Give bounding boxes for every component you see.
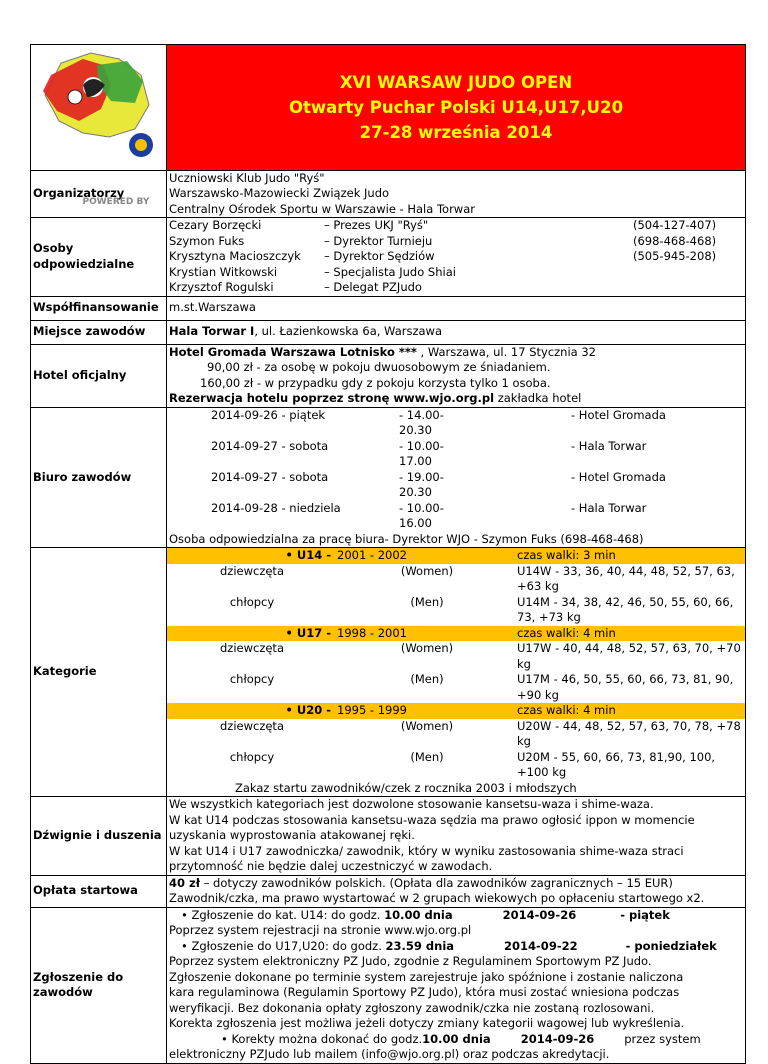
powered-by: POWERED BY	[82, 196, 150, 207]
person-name: Krzysztof Rogulski	[169, 280, 274, 294]
office-time: - 14.00-20.30	[399, 407, 444, 437]
office-time: - 10.00-16.00	[399, 500, 444, 530]
row-zgloszenie	[31, 907, 746, 1063]
warsaw-judo-logo	[31, 45, 163, 165]
category-row	[167, 641, 745, 672]
person-phone: (698-468-468)	[633, 233, 717, 248]
weight-classes: U14W - 33, 36, 40, 44, 48, 52, 57, 63, +63 kg	[517, 563, 735, 593]
person-role: – Delegat PZJudo	[324, 280, 422, 294]
organizer-line: Uczniowski Klub Judo "Ryś"	[169, 170, 325, 185]
category-name: • U17 -	[167, 626, 337, 642]
person-phone	[633, 265, 743, 281]
header-title	[167, 45, 746, 171]
deadline-date: 2014-09-26	[502, 907, 577, 922]
office-date: 2014-09-27 - sobota	[211, 438, 329, 453]
person-phone: (504-127-407)	[633, 218, 717, 232]
gender-en: (Women)	[400, 641, 454, 655]
person-name: Cezary Borzęcki	[169, 218, 262, 232]
deadline-u14	[169, 908, 743, 924]
person-role: – Specjalista Judo Shiai	[324, 264, 456, 279]
deadline-time: 10.00 dnia	[384, 907, 453, 922]
label-oplata: Opłata startowa	[31, 875, 167, 907]
row-dzwignie	[31, 797, 746, 876]
office-row	[169, 501, 743, 532]
deadline-text: • Korekty można dokonać do godz.	[221, 1032, 422, 1046]
row-hotel	[31, 344, 746, 407]
office-date: 2014-09-26 - piątek	[211, 407, 326, 422]
deadline-u17-u20	[169, 939, 743, 955]
rule-line: przytomność nie będzie dalej uczestniczyć w zawodach.	[169, 859, 493, 873]
deadline-time: 10.00 dnia	[422, 1031, 491, 1046]
person-name: Szymon Fuks	[169, 233, 245, 248]
deadline-date: 2014-09-26	[520, 1031, 595, 1046]
office-responsible: Osoba odpowiedzialna za pracę biura- Dyrektor WJO - Szymon Fuks (698-468-468)	[169, 531, 644, 546]
office-date: 2014-09-28 - niedziela	[211, 500, 341, 515]
weight-classes: U17M - 46, 50, 55, 60, 66, 73, 81, 90, +90 kg	[517, 672, 734, 702]
office-date: 2014-09-27 - sobota	[211, 469, 329, 484]
gender-label: dziewczęta	[219, 563, 284, 578]
venue-address: , ul. Łazienkowska 6a, Warszawa	[254, 324, 442, 339]
person-row	[169, 280, 743, 296]
label-zgloszenie: Zgłoszenie do zawodów	[31, 907, 167, 1063]
row-miejsce	[31, 320, 746, 344]
registration-note: Poprzez system elektroniczny PZ Judo, zgodnie z Regulaminem Sportowym PZ Judo.	[169, 954, 652, 968]
category-years: 1998 - 2001	[337, 625, 407, 640]
person-role: – Dyrektor Sędziów	[324, 249, 435, 263]
office-row	[169, 408, 743, 439]
header-row	[31, 45, 746, 171]
value-hotel	[167, 344, 746, 407]
label-dzwignie: Dźwignie i duszenia	[31, 797, 167, 876]
office-place: - Hotel Gromada	[571, 469, 666, 484]
correction-deadline	[169, 1032, 743, 1048]
value-kategorie	[167, 548, 746, 797]
organizer-line: Warszawsko-Mazowiecki Związek Judo	[169, 186, 390, 200]
hotel-reservation-link[interactable]: Rezerwacja hotelu poprzez stronę www.wjo.org.pl	[169, 391, 495, 405]
label-kategorie: Kategorie	[31, 548, 167, 797]
category-row	[167, 672, 745, 703]
gender-en: (Men)	[410, 749, 444, 764]
weight-classes: U20M - 55, 60, 66, 73, 81,90, 100, +100 kg	[517, 749, 716, 779]
office-place: - Hala Torwar	[571, 500, 647, 515]
deadline-day: - poniedziałek	[625, 938, 717, 953]
office-row	[169, 470, 743, 501]
event-dates: 27-28 września 2014	[359, 122, 553, 142]
label-biuro: Biuro zawodów	[31, 407, 167, 548]
value-wspolfinansowanie: m.st.Warszawa	[167, 296, 746, 320]
category-row	[167, 719, 745, 750]
hotel-price: 160,00 zł - w przypadku gdy z pokoju korzysta tylko 1 osoba.	[200, 375, 551, 390]
category-years: 2001 - 2002	[337, 548, 407, 562]
rule-line: uzyskania wyprostowania atakowanej ręki.	[169, 828, 415, 842]
person-row	[169, 265, 743, 281]
person-row	[169, 249, 743, 265]
registration-note: Zgłoszenie dokonane po terminie system zarejestruje jako spóźnione i zostanie naliczona	[169, 969, 684, 984]
label-miejsce: Miejsce zawodów	[31, 320, 167, 344]
weight-classes: U17W - 40, 44, 48, 52, 57, 63, 70, +70 kg	[517, 641, 741, 671]
fee-note: – dotyczy zawodników polskich. (Opłata dla zawodników zagranicznych – 15 EUR)	[199, 875, 673, 890]
row-osoby	[31, 218, 746, 297]
category-row	[167, 750, 745, 781]
category-row	[167, 595, 745, 626]
value-osoby	[167, 218, 746, 297]
gender-en: (Men)	[410, 672, 444, 686]
office-time: - 19.00-20.30	[399, 469, 444, 499]
category-name: • U20 -	[167, 703, 337, 719]
rule-line: We wszystkich kategoriach jest dozwolone stosowanie kansetsu-waza i shime-waza.	[169, 797, 654, 811]
info-table	[30, 44, 746, 1064]
value-dzwignie	[167, 797, 746, 876]
category-time: czas walki: 4 min	[517, 625, 616, 640]
office-row	[169, 439, 743, 470]
value-zgloszenie	[167, 907, 746, 1063]
category-row	[167, 564, 745, 595]
person-phone	[633, 280, 743, 296]
registration-note: elektroniczny PZJudo lub mailem (info@wjo.org.pl) oraz podczas akredytacji.	[169, 1047, 610, 1061]
person-role: – Dyrektor Turnieju	[324, 233, 433, 248]
person-name: Krysztyna Macioszczyk	[169, 249, 301, 263]
label-osoby: Osoby odpowiedzialne	[31, 218, 167, 297]
fee-note-2: Zawodnik/czka, ma prawo wystartować w 2 grupach wiekowych po opłaceniu startowego x2.	[169, 891, 705, 905]
person-row	[169, 234, 743, 250]
age-ban-note: Zakaz startu zawodników/czek z rocznika 2003 i młodszych	[235, 780, 577, 795]
value-organizatorzy	[167, 170, 746, 218]
label-wspolfinansowanie: Współfinansowanie	[31, 296, 167, 320]
weight-classes: U14M - 34, 38, 42, 46, 50, 55, 60, 66, 73, +73 kg	[517, 594, 734, 624]
hotel-price: 90,00 zł - za osobę w pokoju dwuosobowym ze śniadaniem.	[207, 360, 551, 374]
label-hotel: Hotel oficjalny	[31, 344, 167, 407]
person-role: – Prezes UKJ "Ryś"	[324, 218, 429, 232]
value-biuro	[167, 407, 746, 548]
deadline-rest: przez system	[624, 1031, 701, 1046]
category-header-u17	[167, 626, 745, 642]
gender-label: dziewczęta	[219, 641, 284, 655]
gender-en: (Men)	[410, 594, 444, 609]
office-place: - Hala Torwar	[571, 438, 647, 453]
deadline-text: • Zgłoszenie do kat. U14: do godz.	[181, 908, 384, 922]
office-time: - 10.00-17.00	[399, 438, 444, 468]
fee-amount: 40 zł	[169, 875, 200, 890]
event-title: XVI WARSAW JUDO OPEN	[339, 72, 573, 92]
row-biuro	[31, 407, 746, 548]
gender-label: chłopcy	[229, 594, 275, 609]
category-time: czas walki: 4 min	[517, 703, 616, 717]
deadline-time: 23.59 dnia	[385, 938, 455, 953]
hotel-address: , Warszawa, ul. 17 Stycznia 32	[416, 344, 596, 359]
office-place: - Hotel Gromada	[571, 407, 666, 422]
registration-note: Poprzez system rejestracji na stronie www.wjo.org.pl	[169, 923, 472, 937]
gender-en: (Women)	[400, 563, 454, 578]
person-row	[169, 218, 743, 234]
deadline-date: 2014-09-22	[504, 938, 578, 953]
person-name: Krystian Witkowski	[169, 264, 278, 279]
event-subtitle: Otwarty Puchar Polski U14,U17,U20	[288, 97, 624, 117]
label-organizatorzy: Organizatorzy	[31, 170, 167, 218]
category-time: czas walki: 3 min	[517, 548, 616, 562]
person-phone: (505-945-208)	[633, 249, 717, 263]
value-miejsce	[167, 320, 746, 344]
venue-name: Hala Torwar I	[169, 324, 255, 339]
category-name: • U14 -	[167, 548, 337, 564]
hotel-reservation-note: zakładka hotel	[494, 391, 582, 405]
rule-line: W kat U14 i U17 zawodniczka/ zawodnik, który w wyniku zastosowania shime-waza straci	[169, 843, 684, 858]
row-wspolfinansowanie	[31, 296, 746, 320]
registration-note: Korekta zgłoszenia jest możliwa jeżeli dotyczy zmiany kategorii wagowej lub wykreślenia.	[169, 1016, 685, 1030]
registration-note: weryfikacji. Bez dokonania opłaty zgłoszony zawodnik/czka nie zostaną rozlosowani.	[169, 1000, 655, 1015]
deadline-day: - piątek	[620, 907, 670, 922]
category-years: 1995 - 1999	[337, 703, 407, 717]
row-kategorie	[31, 548, 746, 797]
rule-line: W kat U14 podczas stosowania kansetsu-waza sędzia ma prawo ogłosić ippon w momencie	[169, 812, 695, 827]
hotel-name: Hotel Gromada Warszawa Lotnisko ***	[169, 344, 417, 359]
organizer-line: Centralny Ośrodek Sportu w Warszawie - Hala Torwar	[169, 201, 475, 216]
gender-en: (Women)	[400, 718, 454, 733]
gender-label: dziewczęta	[219, 718, 284, 733]
value-oplata	[167, 875, 746, 907]
gender-label: chłopcy	[229, 672, 275, 686]
registration-note: kara regulaminowa (Regulamin Sportowy PZ Judo), która musi zostać wniesiona podczas	[169, 985, 680, 999]
category-header-u14	[167, 548, 745, 564]
category-header-u20	[167, 703, 745, 719]
deadline-text: • Zgłoszenie do U17,U20: do godz.	[181, 939, 386, 953]
gender-label: chłopcy	[229, 749, 275, 764]
row-oplata	[31, 875, 746, 907]
weight-classes: U20W - 44, 48, 52, 57, 63, 70, 78, +78 kg	[517, 718, 741, 748]
